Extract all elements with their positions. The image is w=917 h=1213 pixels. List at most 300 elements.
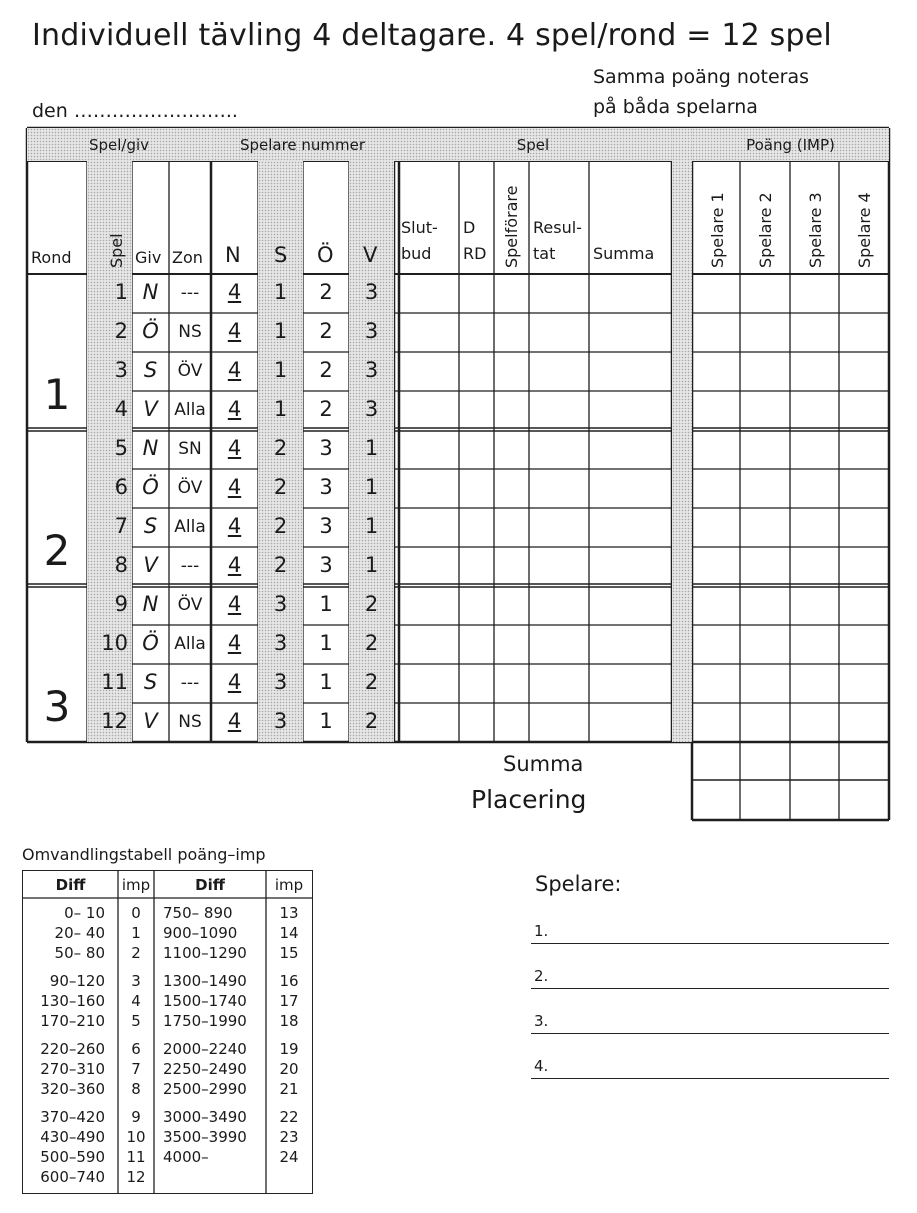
imp-value: 4 — [131, 992, 141, 1010]
date-field[interactable]: den …………………….. — [32, 100, 238, 122]
player-o: 2 — [319, 319, 333, 343]
score-cell[interactable] — [589, 274, 672, 313]
score-cell[interactable] — [589, 664, 672, 703]
score-cell[interactable] — [529, 703, 589, 742]
score-cell[interactable] — [589, 508, 672, 547]
giv-value: Ö — [142, 319, 159, 343]
conversion-header: imp — [121, 876, 151, 894]
diff-range: 750– 890 — [163, 904, 233, 922]
score-cell[interactable] — [399, 313, 459, 352]
score-cell[interactable] — [589, 352, 672, 391]
score-cell[interactable] — [589, 625, 672, 664]
player-n: 4 — [227, 514, 242, 538]
score-cell[interactable] — [589, 313, 672, 352]
score-cell[interactable] — [529, 430, 589, 469]
diff-range: 900–1090 — [163, 924, 238, 942]
imp-value: 8 — [131, 1080, 141, 1098]
imp-value: 22 — [279, 1108, 299, 1126]
player-v: 1 — [364, 514, 379, 538]
zon-value: Alla — [174, 400, 206, 420]
giv-value: S — [143, 358, 158, 382]
diff-range: 1100–1290 — [163, 944, 247, 962]
score-cell[interactable] — [790, 391, 839, 430]
player-s: 1 — [273, 358, 288, 382]
score-cell[interactable] — [529, 547, 589, 586]
player-n: 4 — [227, 670, 242, 694]
score-cell[interactable] — [494, 547, 529, 586]
score-cell[interactable] — [459, 313, 494, 352]
player-v: 1 — [364, 436, 379, 460]
col-slutbud-2: bud — [401, 244, 432, 263]
section-spelare-nummer: Spelare nummer — [239, 135, 366, 154]
score-cell[interactable] — [399, 430, 459, 469]
diff-range: 2250–2490 — [163, 1060, 247, 1078]
player-v: 3 — [364, 397, 379, 421]
score-cell[interactable] — [692, 430, 740, 469]
score-cell[interactable] — [790, 430, 839, 469]
imp-value: 19 — [279, 1040, 299, 1058]
col-v: V — [363, 243, 378, 267]
zon-value: NS — [178, 322, 202, 342]
diff-range: 1500–1740 — [163, 992, 247, 1010]
diff-range: 4000– — [163, 1148, 209, 1166]
player-s: 2 — [273, 553, 288, 577]
diff-range: 0– 10 — [64, 904, 105, 922]
col-slutbud-1: Slut- — [401, 218, 438, 237]
score-cell[interactable] — [692, 313, 740, 352]
zon-value: ÖV — [177, 478, 203, 498]
score-cell[interactable] — [494, 352, 529, 391]
player-v: 3 — [364, 319, 379, 343]
imp-value: 11 — [126, 1148, 146, 1166]
score-cell[interactable] — [740, 352, 790, 391]
col-resultat-1: Resul- — [533, 218, 582, 237]
score-cell[interactable] — [399, 469, 459, 508]
imp-value: 21 — [279, 1080, 299, 1098]
col-drd-2: RD — [463, 244, 487, 263]
score-cell[interactable] — [740, 469, 790, 508]
score-cell[interactable] — [399, 352, 459, 391]
round-number: 2 — [43, 526, 71, 575]
score-cell[interactable] — [494, 703, 529, 742]
score-cell[interactable] — [494, 313, 529, 352]
score-cell[interactable] — [839, 586, 889, 625]
score-cell[interactable] — [839, 313, 889, 352]
score-cell[interactable] — [529, 469, 589, 508]
player-s: 3 — [273, 592, 288, 616]
player-s: 3 — [273, 631, 288, 655]
score-cell[interactable] — [529, 664, 589, 703]
score-cell[interactable] — [529, 274, 589, 313]
spel-number: 8 — [114, 553, 128, 577]
spel-number: 10 — [101, 631, 128, 655]
placering-cell[interactable] — [740, 781, 790, 820]
player-number: 1. — [534, 922, 549, 940]
section-spel-giv: Spel/giv — [88, 135, 150, 154]
imp-value: 6 — [131, 1040, 141, 1058]
diff-range: 170–210 — [40, 1012, 105, 1030]
player-number: 4. — [534, 1057, 549, 1075]
score-note-line-1: Samma poäng noteras — [593, 66, 810, 88]
player-s: 2 — [273, 436, 288, 460]
score-cell[interactable] — [790, 274, 839, 313]
score-cell[interactable] — [839, 469, 889, 508]
col-s: S — [274, 243, 288, 267]
score-cell[interactable] — [589, 586, 672, 625]
score-cell[interactable] — [692, 547, 740, 586]
player-v: 3 — [364, 280, 379, 304]
score-cell[interactable] — [529, 352, 589, 391]
diff-range: 1750–1990 — [163, 1012, 247, 1030]
conversion-header: Diff — [55, 876, 86, 894]
player-s: 2 — [273, 514, 288, 538]
spel-number: 4 — [114, 397, 128, 421]
player-v: 2 — [364, 592, 379, 616]
score-cell[interactable] — [839, 508, 889, 547]
conversion-header: Diff — [195, 876, 225, 894]
score-cell[interactable] — [459, 391, 494, 430]
player-n: 4 — [227, 592, 242, 616]
diff-range: 600–740 — [40, 1168, 105, 1186]
player-n: 4 — [227, 475, 242, 499]
score-cell[interactable] — [399, 703, 459, 742]
player-s: 1 — [273, 319, 288, 343]
col-spelare-4: Spelare 4 — [855, 192, 874, 268]
player-n: 4 — [227, 397, 242, 421]
score-cell[interactable] — [459, 352, 494, 391]
score-cell[interactable] — [399, 586, 459, 625]
score-cell[interactable] — [790, 313, 839, 352]
summa-cell[interactable] — [790, 742, 839, 781]
player-n: 4 — [227, 709, 242, 733]
score-cell[interactable] — [399, 391, 459, 430]
imp-value: 14 — [279, 924, 299, 942]
score-cell[interactable] — [459, 703, 494, 742]
score-cell[interactable] — [839, 703, 889, 742]
placering-cell[interactable] — [790, 781, 839, 820]
placering-label: Placering — [471, 785, 587, 814]
player-o: 2 — [319, 358, 333, 382]
zon-value: ÖV — [177, 361, 203, 381]
score-cell[interactable] — [529, 508, 589, 547]
diff-range: 3500–3990 — [163, 1128, 247, 1146]
zon-value: Alla — [174, 634, 206, 654]
imp-value: 3 — [131, 972, 141, 990]
player-s: 3 — [273, 709, 288, 733]
col-rond: Rond — [31, 248, 72, 267]
conversion-header: imp — [274, 876, 304, 894]
score-cell[interactable] — [459, 625, 494, 664]
imp-value: 20 — [279, 1060, 299, 1078]
diff-range: 500–590 — [40, 1148, 105, 1166]
score-cell[interactable] — [399, 508, 459, 547]
score-cell[interactable] — [790, 352, 839, 391]
score-cell[interactable] — [839, 352, 889, 391]
score-cell[interactable] — [459, 508, 494, 547]
score-cell[interactable] — [740, 508, 790, 547]
player-v: 2 — [364, 631, 379, 655]
player-n: 4 — [227, 358, 242, 382]
col-spel: Spel — [107, 233, 126, 268]
score-cell[interactable] — [529, 625, 589, 664]
diff-range: 220–260 — [40, 1040, 105, 1058]
score-cell[interactable] — [692, 586, 740, 625]
diff-range: 370–420 — [40, 1108, 105, 1126]
imp-value: 9 — [131, 1108, 141, 1126]
section-spel: Spel — [516, 135, 550, 154]
giv-value: S — [143, 514, 158, 538]
player-o: 1 — [319, 592, 333, 616]
score-cell[interactable] — [494, 625, 529, 664]
zon-value: --- — [180, 673, 200, 693]
score-note — [593, 62, 809, 122]
giv-value: Ö — [142, 475, 159, 499]
col-drd-1: D — [463, 218, 476, 237]
score-cell[interactable] — [839, 664, 889, 703]
player-o: 1 — [319, 670, 333, 694]
player-o: 3 — [319, 436, 333, 460]
imp-value: 23 — [279, 1128, 299, 1146]
score-cell[interactable] — [459, 274, 494, 313]
diff-range: 270–310 — [40, 1060, 105, 1078]
player-s: 2 — [273, 475, 288, 499]
spel-number: 6 — [114, 475, 128, 499]
score-cell[interactable] — [459, 430, 494, 469]
score-cell[interactable] — [740, 586, 790, 625]
player-name-line[interactable] — [531, 1056, 889, 1079]
zon-value: --- — [180, 556, 200, 576]
giv-value: N — [142, 436, 159, 460]
score-cell[interactable] — [740, 664, 790, 703]
score-cell[interactable] — [494, 430, 529, 469]
spel-number: 12 — [101, 709, 128, 733]
score-cell[interactable] — [494, 469, 529, 508]
page-title: Individuell tävling 4 deltagare. 4 spel/rond = 12 spel — [32, 18, 832, 53]
giv-value: N — [142, 280, 159, 304]
score-cell[interactable] — [459, 586, 494, 625]
col-spelare-1: Spelare 1 — [708, 192, 727, 268]
score-cell[interactable] — [529, 391, 589, 430]
zon-value: Alla — [174, 517, 206, 537]
player-s: 3 — [273, 670, 288, 694]
diff-range: 2500–2990 — [163, 1080, 247, 1098]
summa-cell[interactable] — [740, 742, 790, 781]
score-cell[interactable] — [790, 508, 839, 547]
score-cell[interactable] — [839, 430, 889, 469]
round-number: 3 — [43, 682, 71, 731]
score-cell[interactable] — [589, 547, 672, 586]
spel-number: 2 — [114, 319, 128, 343]
diff-range: 3000–3490 — [163, 1108, 247, 1126]
score-cell[interactable] — [494, 664, 529, 703]
score-cell[interactable] — [529, 313, 589, 352]
col-n: N — [225, 243, 241, 267]
score-cell[interactable] — [399, 664, 459, 703]
imp-value: 7 — [131, 1060, 141, 1078]
imp-value: 17 — [279, 992, 299, 1010]
player-s: 1 — [273, 280, 288, 304]
giv-value: S — [143, 670, 158, 694]
score-cell[interactable] — [692, 274, 740, 313]
score-cell[interactable] — [692, 352, 740, 391]
score-cell[interactable] — [494, 586, 529, 625]
player-v: 1 — [364, 475, 379, 499]
player-o: 2 — [319, 397, 333, 421]
col-zon: Zon — [172, 248, 203, 267]
diff-range: 1300–1490 — [163, 972, 247, 990]
placering-cell[interactable] — [839, 781, 889, 820]
giv-value: N — [142, 592, 159, 616]
score-cell[interactable] — [790, 469, 839, 508]
spel-number: 1 — [114, 280, 128, 304]
score-cell[interactable] — [740, 625, 790, 664]
score-cell[interactable] — [494, 391, 529, 430]
score-cell[interactable] — [459, 469, 494, 508]
imp-value: 1 — [131, 924, 141, 942]
player-name-line[interactable] — [531, 1011, 889, 1034]
imp-value: 12 — [126, 1168, 146, 1186]
score-cell[interactable] — [692, 508, 740, 547]
diff-range: 320–360 — [40, 1080, 105, 1098]
player-o: 3 — [319, 475, 333, 499]
col-resultat-2: tat — [533, 244, 556, 263]
imp-value: 0 — [131, 904, 141, 922]
score-cell[interactable] — [692, 703, 740, 742]
score-cell[interactable] — [740, 430, 790, 469]
summa-cell[interactable] — [692, 742, 740, 781]
imp-value: 2 — [131, 944, 141, 962]
conversion-table — [22, 870, 313, 1194]
player-n: 4 — [227, 553, 242, 577]
player-o: 1 — [319, 709, 333, 733]
player-n: 4 — [227, 436, 242, 460]
score-grid — [27, 128, 889, 742]
score-cell[interactable] — [692, 469, 740, 508]
section-poang: Poäng (IMP) — [746, 135, 835, 154]
players-title: Spelare: — [535, 872, 622, 896]
col-giv: Giv — [135, 248, 162, 267]
diff-range: 430–490 — [40, 1128, 105, 1146]
diff-range: 90–120 — [49, 972, 105, 990]
player-v: 1 — [364, 553, 379, 577]
player-v: 3 — [364, 358, 379, 382]
score-note-line-2: på båda spelarna — [593, 96, 758, 118]
round-number: 1 — [43, 370, 71, 419]
score-cell[interactable] — [839, 391, 889, 430]
placering-cell[interactable] — [692, 781, 740, 820]
col-summa: Summa — [593, 244, 655, 263]
summa-label: Summa — [503, 752, 584, 776]
score-cell[interactable] — [790, 547, 839, 586]
giv-value: V — [143, 553, 158, 577]
score-cell[interactable] — [740, 547, 790, 586]
player-o: 2 — [319, 280, 333, 304]
player-number: 2. — [534, 967, 549, 985]
score-cell[interactable] — [399, 625, 459, 664]
diff-range: 50– 80 — [54, 944, 105, 962]
spel-number: 7 — [114, 514, 128, 538]
score-cell[interactable] — [529, 586, 589, 625]
giv-value: V — [143, 397, 158, 421]
player-number: 3. — [534, 1012, 549, 1030]
score-cell[interactable] — [399, 274, 459, 313]
score-cell[interactable] — [692, 664, 740, 703]
score-cell[interactable] — [692, 625, 740, 664]
player-s: 1 — [273, 397, 288, 421]
score-cell[interactable] — [494, 508, 529, 547]
zon-value: NS — [178, 712, 202, 732]
score-cell[interactable] — [790, 664, 839, 703]
spel-number: 11 — [101, 670, 128, 694]
col-spelare-2: Spelare 2 — [756, 192, 775, 268]
score-cell[interactable] — [790, 625, 839, 664]
score-cell[interactable] — [589, 430, 672, 469]
col-spelforare: Spelförare — [502, 185, 521, 268]
imp-value: 5 — [131, 1012, 141, 1030]
spel-number: 9 — [114, 592, 128, 616]
col-o: Ö — [317, 243, 334, 267]
player-n: 4 — [227, 280, 242, 304]
score-cell[interactable] — [692, 391, 740, 430]
shaded-area — [672, 128, 692, 742]
zon-value: --- — [180, 283, 200, 303]
giv-value: Ö — [142, 631, 159, 655]
score-cell[interactable] — [740, 391, 790, 430]
player-v: 2 — [364, 709, 379, 733]
score-cell[interactable] — [839, 625, 889, 664]
spel-number: 3 — [114, 358, 128, 382]
score-cell[interactable] — [589, 391, 672, 430]
diff-range: 130–160 — [40, 992, 105, 1010]
score-cell[interactable] — [589, 703, 672, 742]
score-cell[interactable] — [459, 664, 494, 703]
imp-value: 15 — [279, 944, 299, 962]
score-cell[interactable] — [494, 274, 529, 313]
imp-value: 10 — [126, 1128, 146, 1146]
spel-number: 5 — [114, 436, 128, 460]
player-o: 1 — [319, 631, 333, 655]
score-cell[interactable] — [790, 703, 839, 742]
summa-cell[interactable] — [839, 742, 889, 781]
score-cell[interactable] — [790, 586, 839, 625]
diff-range: 2000–2240 — [163, 1040, 247, 1058]
conversion-title: Omvandlingstabell poäng–imp — [22, 845, 266, 864]
zon-value: ÖV — [177, 595, 203, 615]
score-cell[interactable] — [459, 547, 494, 586]
score-cell[interactable] — [589, 469, 672, 508]
giv-value: V — [143, 709, 158, 733]
col-spelare-3: Spelare 3 — [806, 192, 825, 268]
score-cell[interactable] — [839, 274, 889, 313]
imp-value: 13 — [279, 904, 299, 922]
player-o: 3 — [319, 553, 333, 577]
player-name-line[interactable] — [531, 966, 889, 989]
score-cell[interactable] — [839, 547, 889, 586]
score-cell[interactable] — [740, 313, 790, 352]
player-o: 3 — [319, 514, 333, 538]
score-cell[interactable] — [399, 547, 459, 586]
score-cell[interactable] — [740, 274, 790, 313]
player-name-line[interactable] — [531, 921, 889, 944]
zon-value: SN — [178, 439, 202, 459]
imp-value: 24 — [279, 1148, 299, 1166]
imp-value: 18 — [279, 1012, 299, 1030]
diff-range: 20– 40 — [54, 924, 105, 942]
score-cell[interactable] — [740, 703, 790, 742]
player-n: 4 — [227, 631, 242, 655]
imp-value: 16 — [279, 972, 299, 990]
player-n: 4 — [227, 319, 242, 343]
